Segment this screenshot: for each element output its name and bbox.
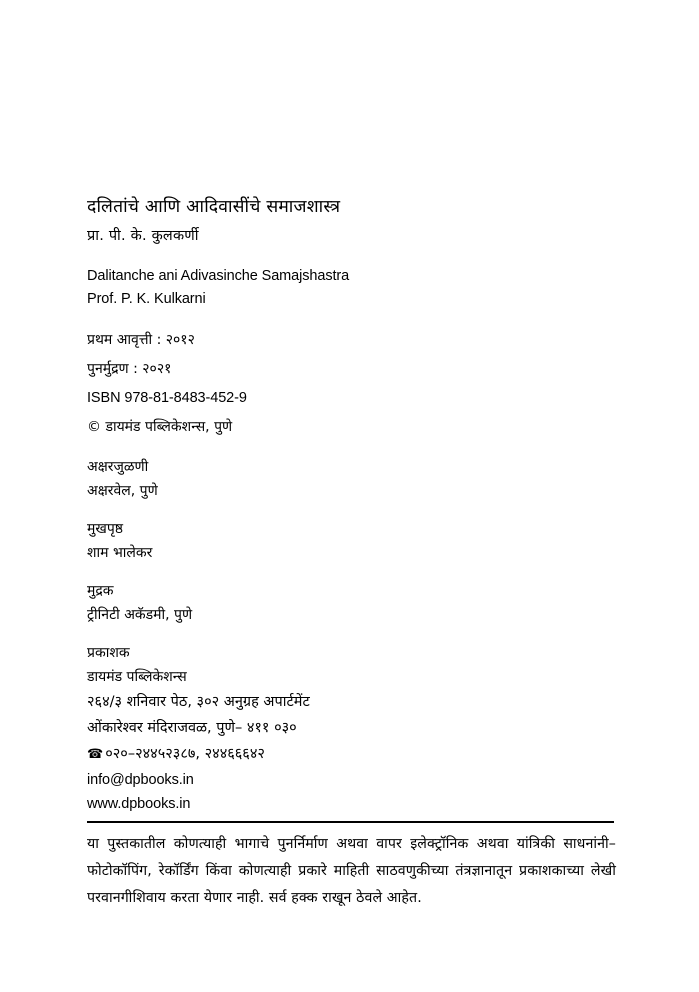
publisher-name: डायमंड पब्लिकेशन्स [87,669,187,685]
copyright-disclaimer-text: या पुस्तकातील कोणत्याही भागाचे पुनर्निर्माण अथवा वापर इलेक्ट्रॉनिक अथवा यांत्रिकी साधनांनी– फोटोकॉपिंग, रेकॉर्डिंग किंवा कोणत्याही प्रकारे माहिती साठवणुकीच्या तंत्रज्ञानातून प्रकाशकाच्या लेखी परवानगीशिवाय करता येणार नाही. सर्व हक्क राखून ठेवले आहेत. [87,836,616,906]
copyright-line: © डायमंड पब्लिकेशन्स, पुणे [87,419,233,435]
publisher-address-line-1: २६४/३ शनिवार पेठ, ३०२ अनुग्रह अपार्टमेंट [87,694,310,710]
publisher-address-line-2: ओंकारेश्वर मंदिराजवळ, पुणे– ४११ ०३० [87,720,297,736]
publisher-website[interactable]: www.dpbooks.in [87,796,191,812]
cover-value: शाम भालेकर [87,545,153,561]
publisher-phone-line [87,745,614,764]
book-author-marathi: प्रा. पी. के. कुलकर्णी [87,228,199,244]
publisher-email[interactable]: info@dpbooks.in [87,772,194,788]
publisher-block [87,644,614,814]
first-edition-line: प्रथम आवृत्ती : २०१२ [87,332,195,348]
publisher-phone-numbers: ०२०–२४४५२३८७, २४४६६६४२ [105,746,265,762]
cover-heading: मुखपृष्ठ [87,521,124,537]
telephone-icon: ☎ [87,747,104,762]
typesetting-value: अक्षरवेल, पुणे [87,483,158,499]
copyright-disclaimer [87,831,616,912]
cover-block [87,520,614,562]
printer-heading: मुद्रक [87,583,114,599]
typesetting-heading: अक्षरजुळणी [87,459,149,475]
isbn-line: ISBN 978-81-8483-452-9 [87,390,247,406]
book-title-english: Dalitanche ani Adivasinche Samajshastra [87,268,350,284]
printer-block [87,582,614,624]
publisher-heading: प्रकाशक [87,645,130,661]
book-author-english: Prof. P. K. Kulkarni [87,291,206,307]
horizontal-divider [87,821,614,823]
imprint-content [87,196,614,819]
reprint-line: पुनर्मुद्रण : २०२१ [87,361,172,377]
book-title-marathi: दलितांचे आणि आदिवासींचे समाजशास्त्र [87,197,341,217]
typesetting-block [87,458,614,500]
printer-value: ट्रीनिटी अकॅडमी, पुणे [87,607,193,623]
